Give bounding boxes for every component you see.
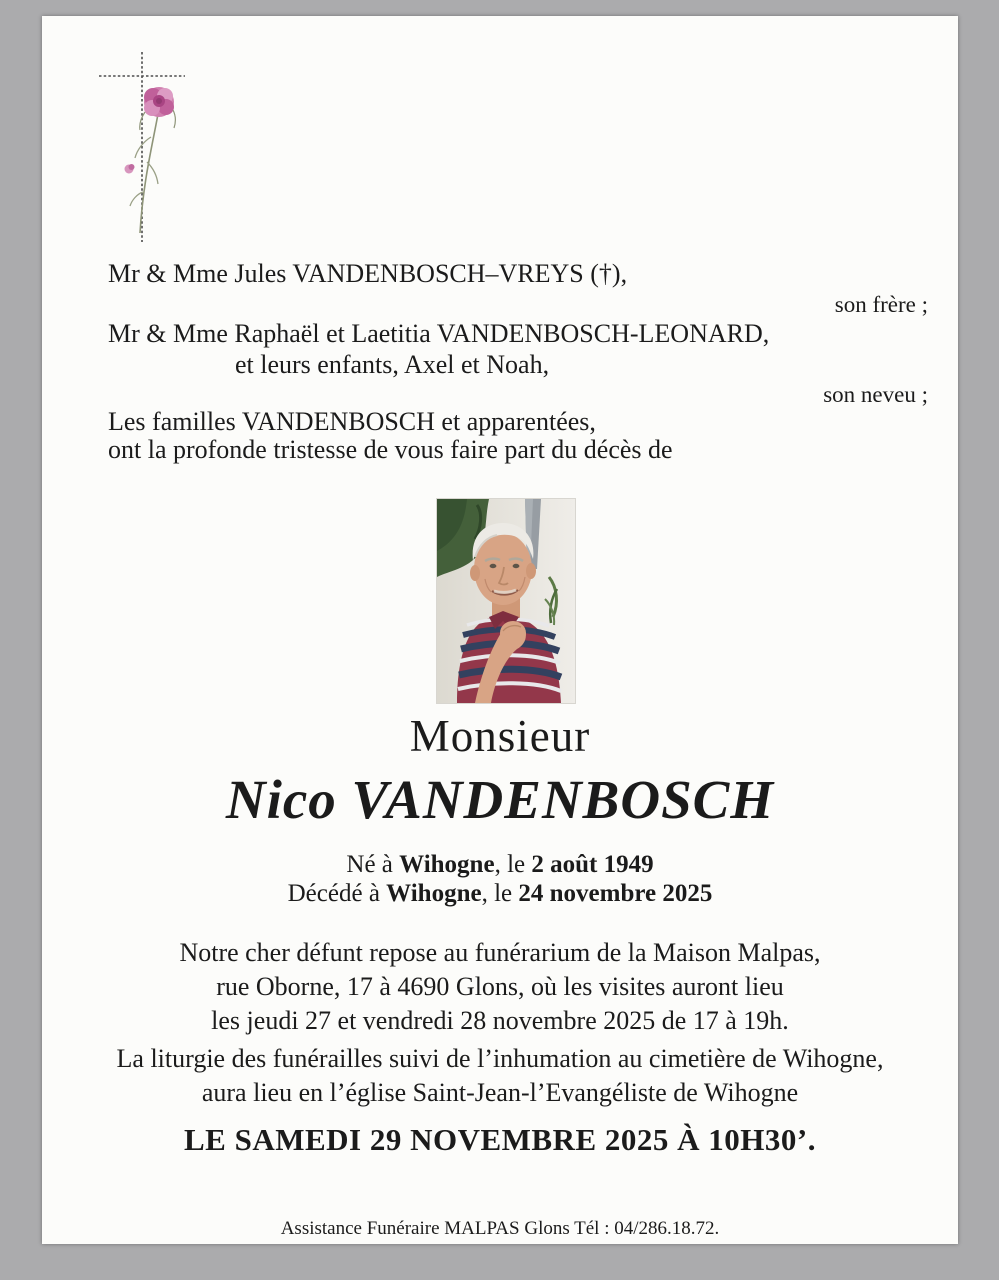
birth-line — [42, 851, 958, 879]
liturgy-line-1: La liturgie des funérailles suivi de l’inhumation au cimetière de Wihogne, — [116, 1044, 884, 1073]
repose-line-1: Notre cher défunt repose au funérarium de la Maison Malpas, — [179, 938, 821, 967]
announcement-line-5: ont la profonde tristesse de vous faire part du décès de — [108, 435, 673, 464]
birth-date: 2 août 1949 — [531, 851, 654, 878]
death-line — [42, 880, 958, 908]
death-place: Wihogne — [386, 880, 482, 907]
death-date: 24 novembre 2025 — [518, 880, 713, 907]
repose-line-3: les jeudi 27 et vendredi 28 novembre 2025 de 17 à 19h. — [211, 1006, 789, 1035]
death-mid: , le — [481, 880, 519, 907]
deceased-name: Nico VANDENBOSCH — [225, 769, 775, 830]
portrait-photo — [436, 498, 576, 704]
birth-prefix: Né à — [346, 851, 400, 878]
relation-brother: son frère ; — [834, 292, 928, 317]
birth-mid: , le — [494, 851, 532, 878]
ceremony-date: LE SAMEDI 29 NOVEMBRE 2025 À 10H30’. — [183, 1122, 816, 1157]
death-prefix: Décédé à — [287, 880, 387, 907]
relation-nephew: son neveu ; — [823, 382, 928, 407]
birth-place: Wihogne — [399, 851, 495, 878]
announcement-line-1: Mr & Mme Jules VANDENBOSCH–VREYS (†), — [108, 259, 628, 288]
cross-with-rose-icon — [95, 42, 205, 247]
announcement-line-3: et leurs enfants, Axel et Noah, — [235, 350, 550, 379]
funeral-home-footer: Assistance Funéraire MALPAS Glons Tél : 04/286.18.72. — [280, 1218, 720, 1239]
liturgy-line-2: aura lieu en l’église Saint-Jean-l’Evangéliste de Wihogne — [201, 1078, 799, 1107]
obituary-card — [42, 16, 958, 1244]
announcement-line-4: Les familles VANDENBOSCH et apparentées, — [108, 407, 596, 436]
deceased-title: Monsieur — [409, 711, 591, 761]
repose-line-2: rue Oborne, 17 à 4690 Glons, où les visites auront lieu — [216, 972, 784, 1001]
announcement-line-2: Mr & Mme Raphaël et Laetitia VANDENBOSCH-LEONARD, — [108, 319, 770, 348]
